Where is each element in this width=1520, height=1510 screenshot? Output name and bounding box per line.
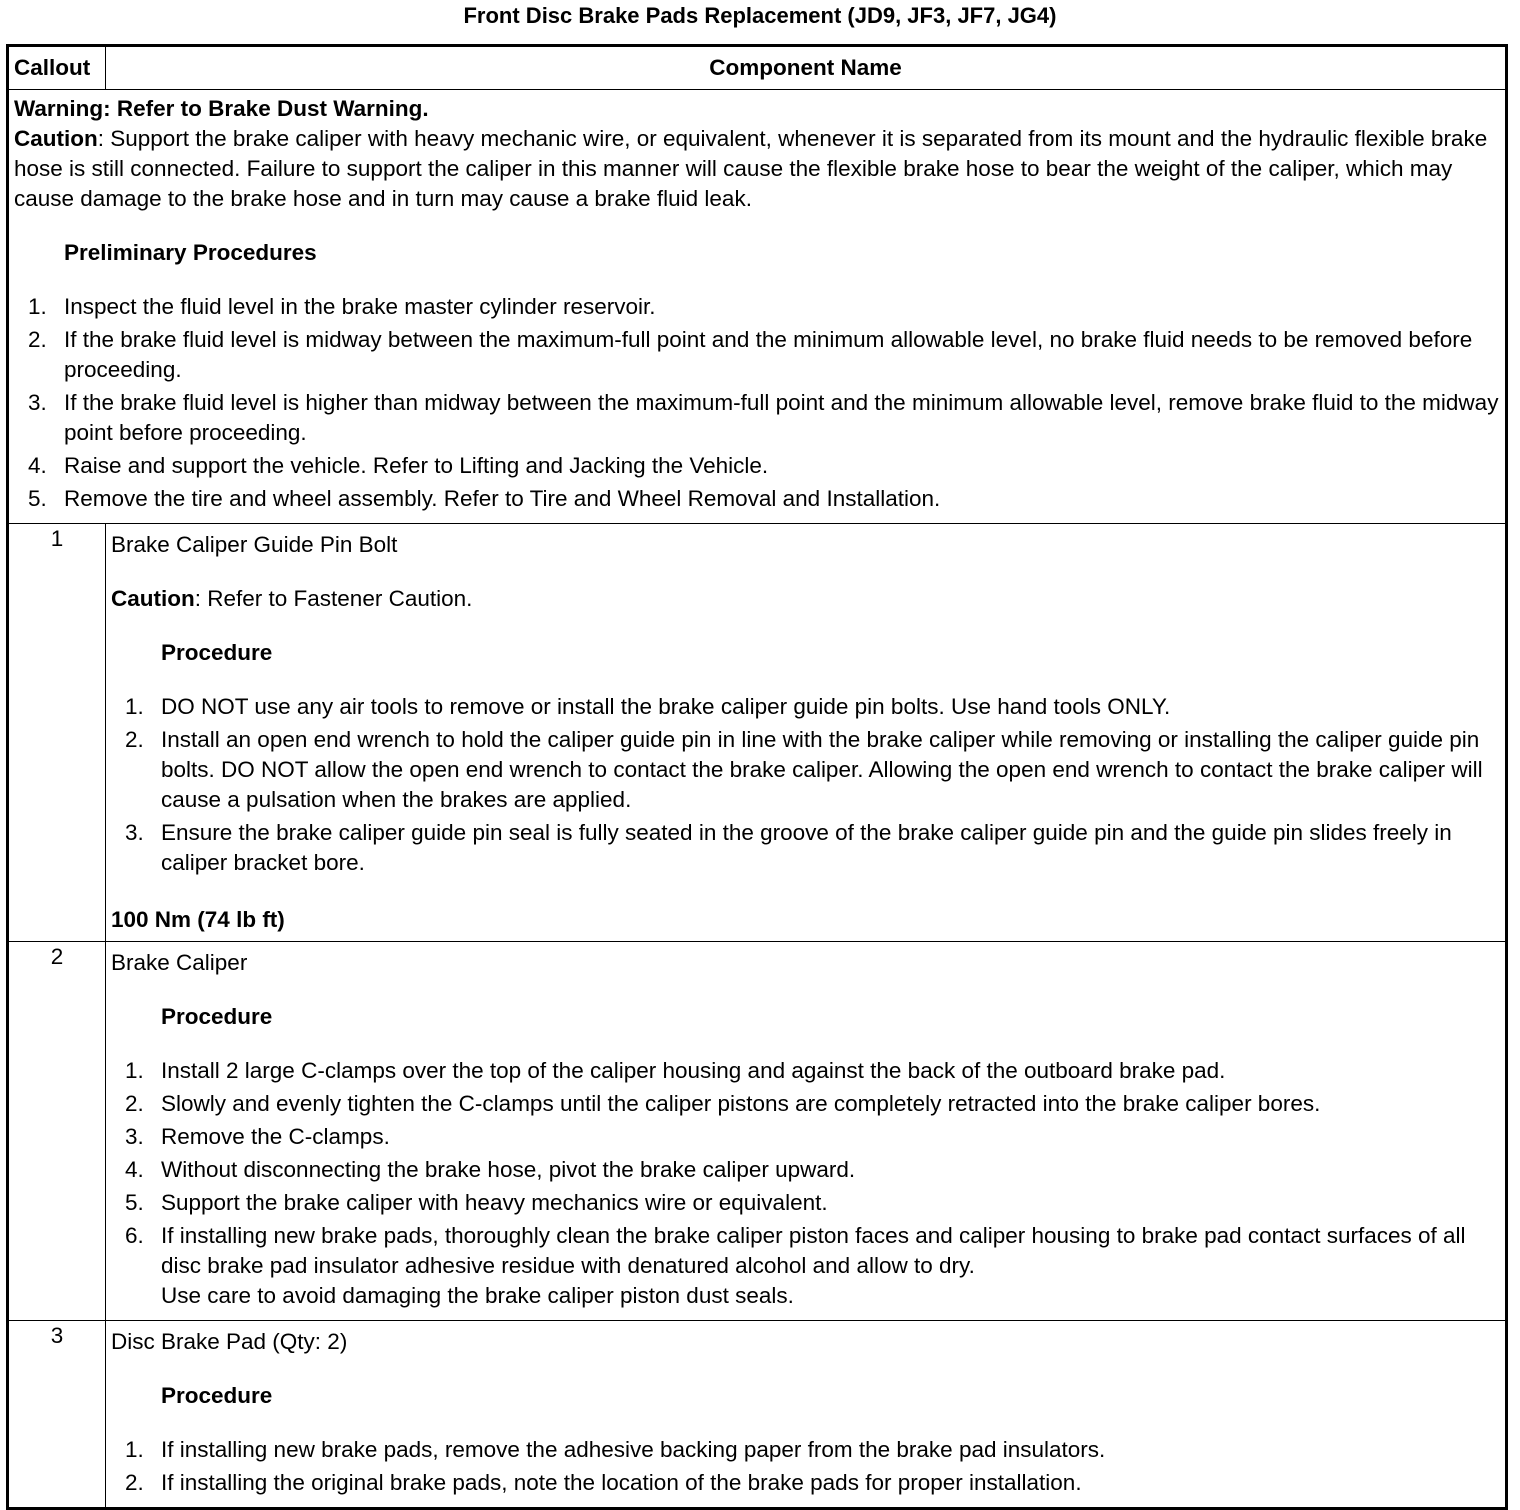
component-cell: [106, 524, 1507, 942]
list-item: 3. Remove the C-clamps.: [125, 1124, 390, 1149]
header-row: [8, 46, 1507, 90]
component-name: Disc Brake Pad (Qty: 2): [111, 1329, 348, 1354]
document-title: Front Disc Brake Pads Replacement (JD9, JF3, JF7, JG4): [463, 3, 1057, 28]
warning-label: Warning: [14, 96, 104, 121]
list-item: 2. Slowly and evenly tighten the C-clamps until the caliper pistons are completely retracted into the brake caliper bores.: [125, 1091, 1321, 1116]
list-item: 1. If installing new brake pads, remove the adhesive backing paper from the brake pad insulators.: [125, 1437, 1106, 1462]
table-row: [8, 524, 1507, 942]
procedure-steps: [111, 692, 1500, 878]
step-note: Use care to avoid damaging the brake caliper piston dust seals.: [161, 1283, 794, 1308]
callout-cell: 3: [8, 1321, 106, 1509]
list-item: 4. Without disconnecting the brake hose, pivot the brake caliper upward.: [125, 1157, 856, 1182]
warning-line: [14, 94, 1500, 124]
procedure-heading: Procedure: [161, 1383, 273, 1408]
procedure-heading: Procedure: [161, 640, 273, 665]
list-item: 3. If the brake fluid level is higher than midway between the maximum-full point and the minimum allowable level, remove brake fluid to the midway point before proceeding.: [28, 390, 1499, 445]
callout-cell: 1: [8, 524, 106, 942]
list-item: 2. Install an open end wrench to hold the caliper guide pin in line with the brake caliper while removing or installing the caliper guide pin bolts. DO NOT allow the open end wrench to contact the brake caliper. Allowing the open end wrench to contact the brake caliper will cause a pulsation when the brakes are applied.: [125, 727, 1483, 812]
procedure-steps: [111, 1056, 1500, 1311]
list-item: 6. If installing new brake pads, thoroughly clean the brake caliper piston faces and caliper housing to brake pad contact surfaces of all disc brake pad insulator adhesive residue with denatured alcohol and allow to dry. Use care to avoid damaging the brake caliper piston dust seals.: [125, 1223, 1466, 1308]
header-callout: Callout: [8, 46, 106, 90]
list-item: 1. Inspect the fluid level in the brake master cylinder reservoir.: [28, 294, 656, 319]
caution-line: [14, 124, 1500, 214]
table-row: [8, 1321, 1507, 1509]
preliminary-cell: [8, 90, 1507, 524]
list-item: 1. DO NOT use any air tools to remove or install the brake caliper guide pin bolts. Use hand tools ONLY.: [125, 694, 1171, 719]
list-item: 3. Ensure the brake caliper guide pin seal is fully seated in the groove of the brake caliper guide pin and the guide pin slides freely in caliper bracket bore.: [125, 820, 1452, 875]
preliminary-steps: [14, 292, 1500, 514]
torque-spec: 100 Nm (74 lb ft): [111, 907, 285, 932]
procedure-heading: Procedure: [161, 1004, 273, 1029]
component-name: Brake Caliper: [111, 950, 248, 975]
component-name: Brake Caliper Guide Pin Bolt: [111, 532, 398, 557]
preliminary-heading: Preliminary Procedures: [64, 240, 317, 265]
list-item: 5. Remove the tire and wheel assembly. Refer to Tire and Wheel Removal and Installation.: [28, 486, 941, 511]
caution-line: Caution: Refer to Fastener Caution.: [111, 586, 473, 611]
list-item: 2. If installing the original brake pads, note the location of the brake pads for proper installation.: [125, 1470, 1082, 1495]
list-item: 2. If the brake fluid level is midway between the maximum-full point and the minimum allowable level, no brake fluid needs to be removed before proceeding.: [28, 327, 1473, 382]
caution-label: Caution: [14, 126, 98, 151]
procedure-steps: [111, 1435, 1500, 1498]
list-item: 5. Support the brake caliper with heavy mechanics wire or equivalent.: [125, 1190, 828, 1215]
preliminary-row: [8, 90, 1507, 524]
component-cell: [106, 942, 1507, 1321]
list-item: 1. Install 2 large C-clamps over the top of the caliper housing and against the back of the outboard brake pad.: [125, 1058, 1226, 1083]
table-row: [8, 942, 1507, 1321]
list-item: 4. Raise and support the vehicle. Refer to Lifting and Jacking the Vehicle.: [28, 453, 769, 478]
warning-text: : Refer to Brake Dust Warning.: [103, 96, 429, 121]
procedure-table: [6, 44, 1508, 1510]
component-cell: [106, 1321, 1507, 1509]
header-component-name: Component Name: [106, 46, 1507, 90]
callout-cell: 2: [8, 942, 106, 1321]
caution-text: : Support the brake caliper with heavy mechanic wire, or equivalent, whenever it is separated from its mount and the hydraulic flexible brake hose is still connected. Failure to support the caliper in this manner will cause the flexible brake hose to bear the weight of the caliper, which may cause damage to the brake hose and in turn may cause a brake fluid leak.: [14, 126, 1488, 211]
